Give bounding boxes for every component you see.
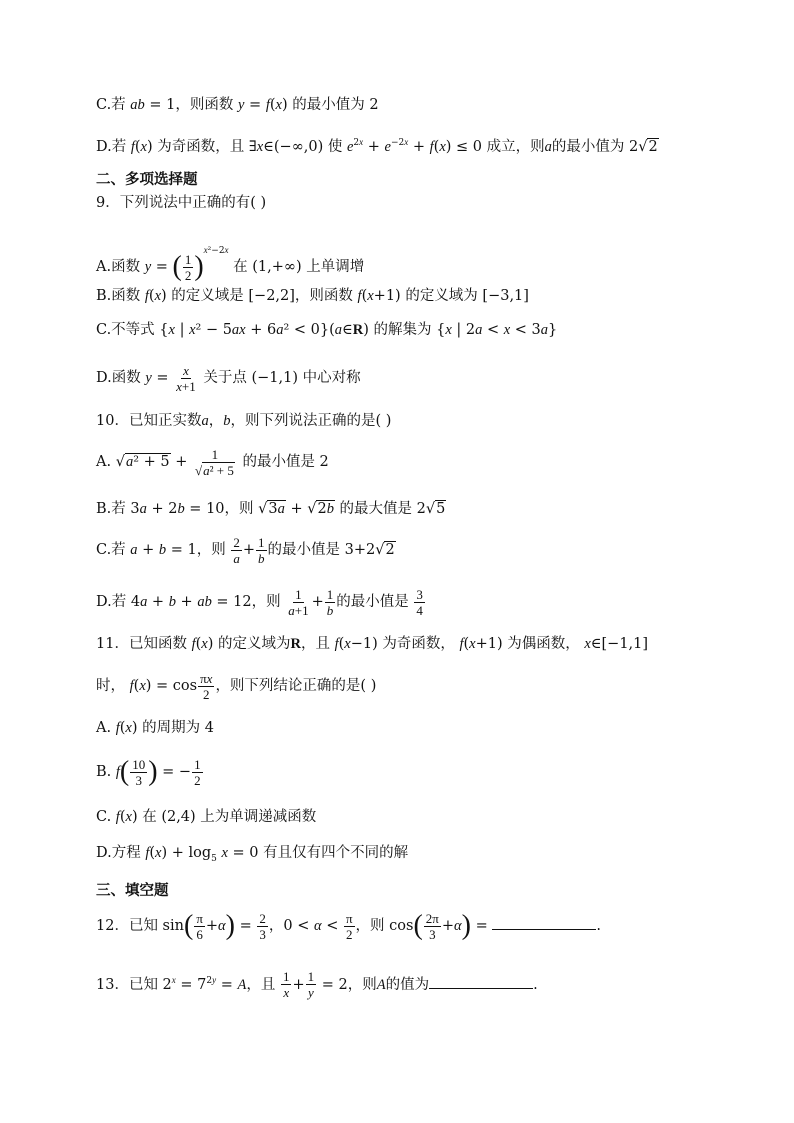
q12: 12．已知 sin( $\frac{\pi}{6}$ +α) = $\frac{2}{3}$ ，0 < α < $\frac{\pi}{2}$ ，则 cos( $\frac{2\pi}{3}$ +α) = . [96, 910, 601, 942]
q9-stem: 9．下列说法中正确的有( ) [96, 195, 267, 211]
q9-option-d: D.函数 y = $\frac{x}{x+1}$ 关于点 (−1,1) 中心对称 [96, 362, 361, 394]
section-fill-in: 三、填空题 [96, 883, 169, 899]
q13-answer-blank[interactable] [429, 974, 533, 989]
q11-option-a: A. f(x) 的周期为 4 [96, 720, 214, 736]
q8-option-c: C.若 ab = 1，则函数 y = f(x) 的最小值为 2 [96, 97, 379, 113]
q9-option-a: A.函数 y = ( $\frac{1}{2}$ )$^{x^2-2x}$ 在 (1,+∞) 上单调增 [96, 245, 365, 283]
q11-stem-line1: 11．已知函数 f(x) 的定义域为R，且 f(x−1) 为奇函数， f(x+1) 为偶函数， x∈[−1,1] [96, 636, 649, 652]
q10-option-d: D.若 4a + b + ab = 12，则 $\frac{1}{a+1}$ + $\frac{1}{b}$ 的最小值是 $\frac{3}{4}$ [96, 586, 423, 618]
q10-option-c: C.若 a + b = 1，则 $\frac{2}{a}$ + $\frac{1}{b}$ 的最小值是 3+2√2 [96, 534, 395, 566]
q11-option-d: D.方程 $f(x) + \log_5 x = 0$ 有且仅有四个不同的解 [96, 845, 409, 864]
q10-option-b: B.若 3a + 2b = 10，则 √3a + √2b 的最大值是 2√5 [96, 501, 446, 517]
q8-option-d: D.若 f(x) 为奇函数，且 ∃x∈(−∞,0) 使 $e^{2x} + e^{-2x} + f(x) \le 0$ 成立，则a的最小值为 2√2 [96, 137, 658, 155]
q9-option-c: C.不等式 {x | x² − 5ax + 6a² < 0}(a∈R) 的解集为 {x | 2a < x < 3a} [96, 322, 558, 338]
q10-stem: 10．已知正实数a，b，则下列说法正确的是( ) [96, 413, 392, 429]
q11-option-b: B. f( $\frac{10}{3}$ ) = − $\frac{1}{2}$ [96, 756, 201, 788]
q12-answer-blank[interactable] [492, 915, 596, 930]
q9-option-b: B.函数 f(x) 的定义域是 [−2,2]，则函数 f(x+1) 的定义域为 [−3,1] [96, 288, 529, 304]
q13: 13．已知 $2^x = 7^{2y} = A$，且 $\frac{1}{x}$ + $\frac{1}{y}$ = 2，则A的值为 . [96, 969, 538, 1001]
q11-stem-line2: 时， f(x) = cos $\frac{\pi x}{2}$ ，则下列结论正确的是( ) [96, 670, 377, 702]
q11-option-c: C. f(x) 在 (2,4) 上为单调递减函数 [96, 809, 317, 825]
q10-option-a: A. √a² + 5 + $\frac{1}{\text{√a² + 5}}$ 的最小值是 2 [96, 446, 329, 478]
section-multiple-choice: 二、多项选择题 [96, 172, 198, 188]
